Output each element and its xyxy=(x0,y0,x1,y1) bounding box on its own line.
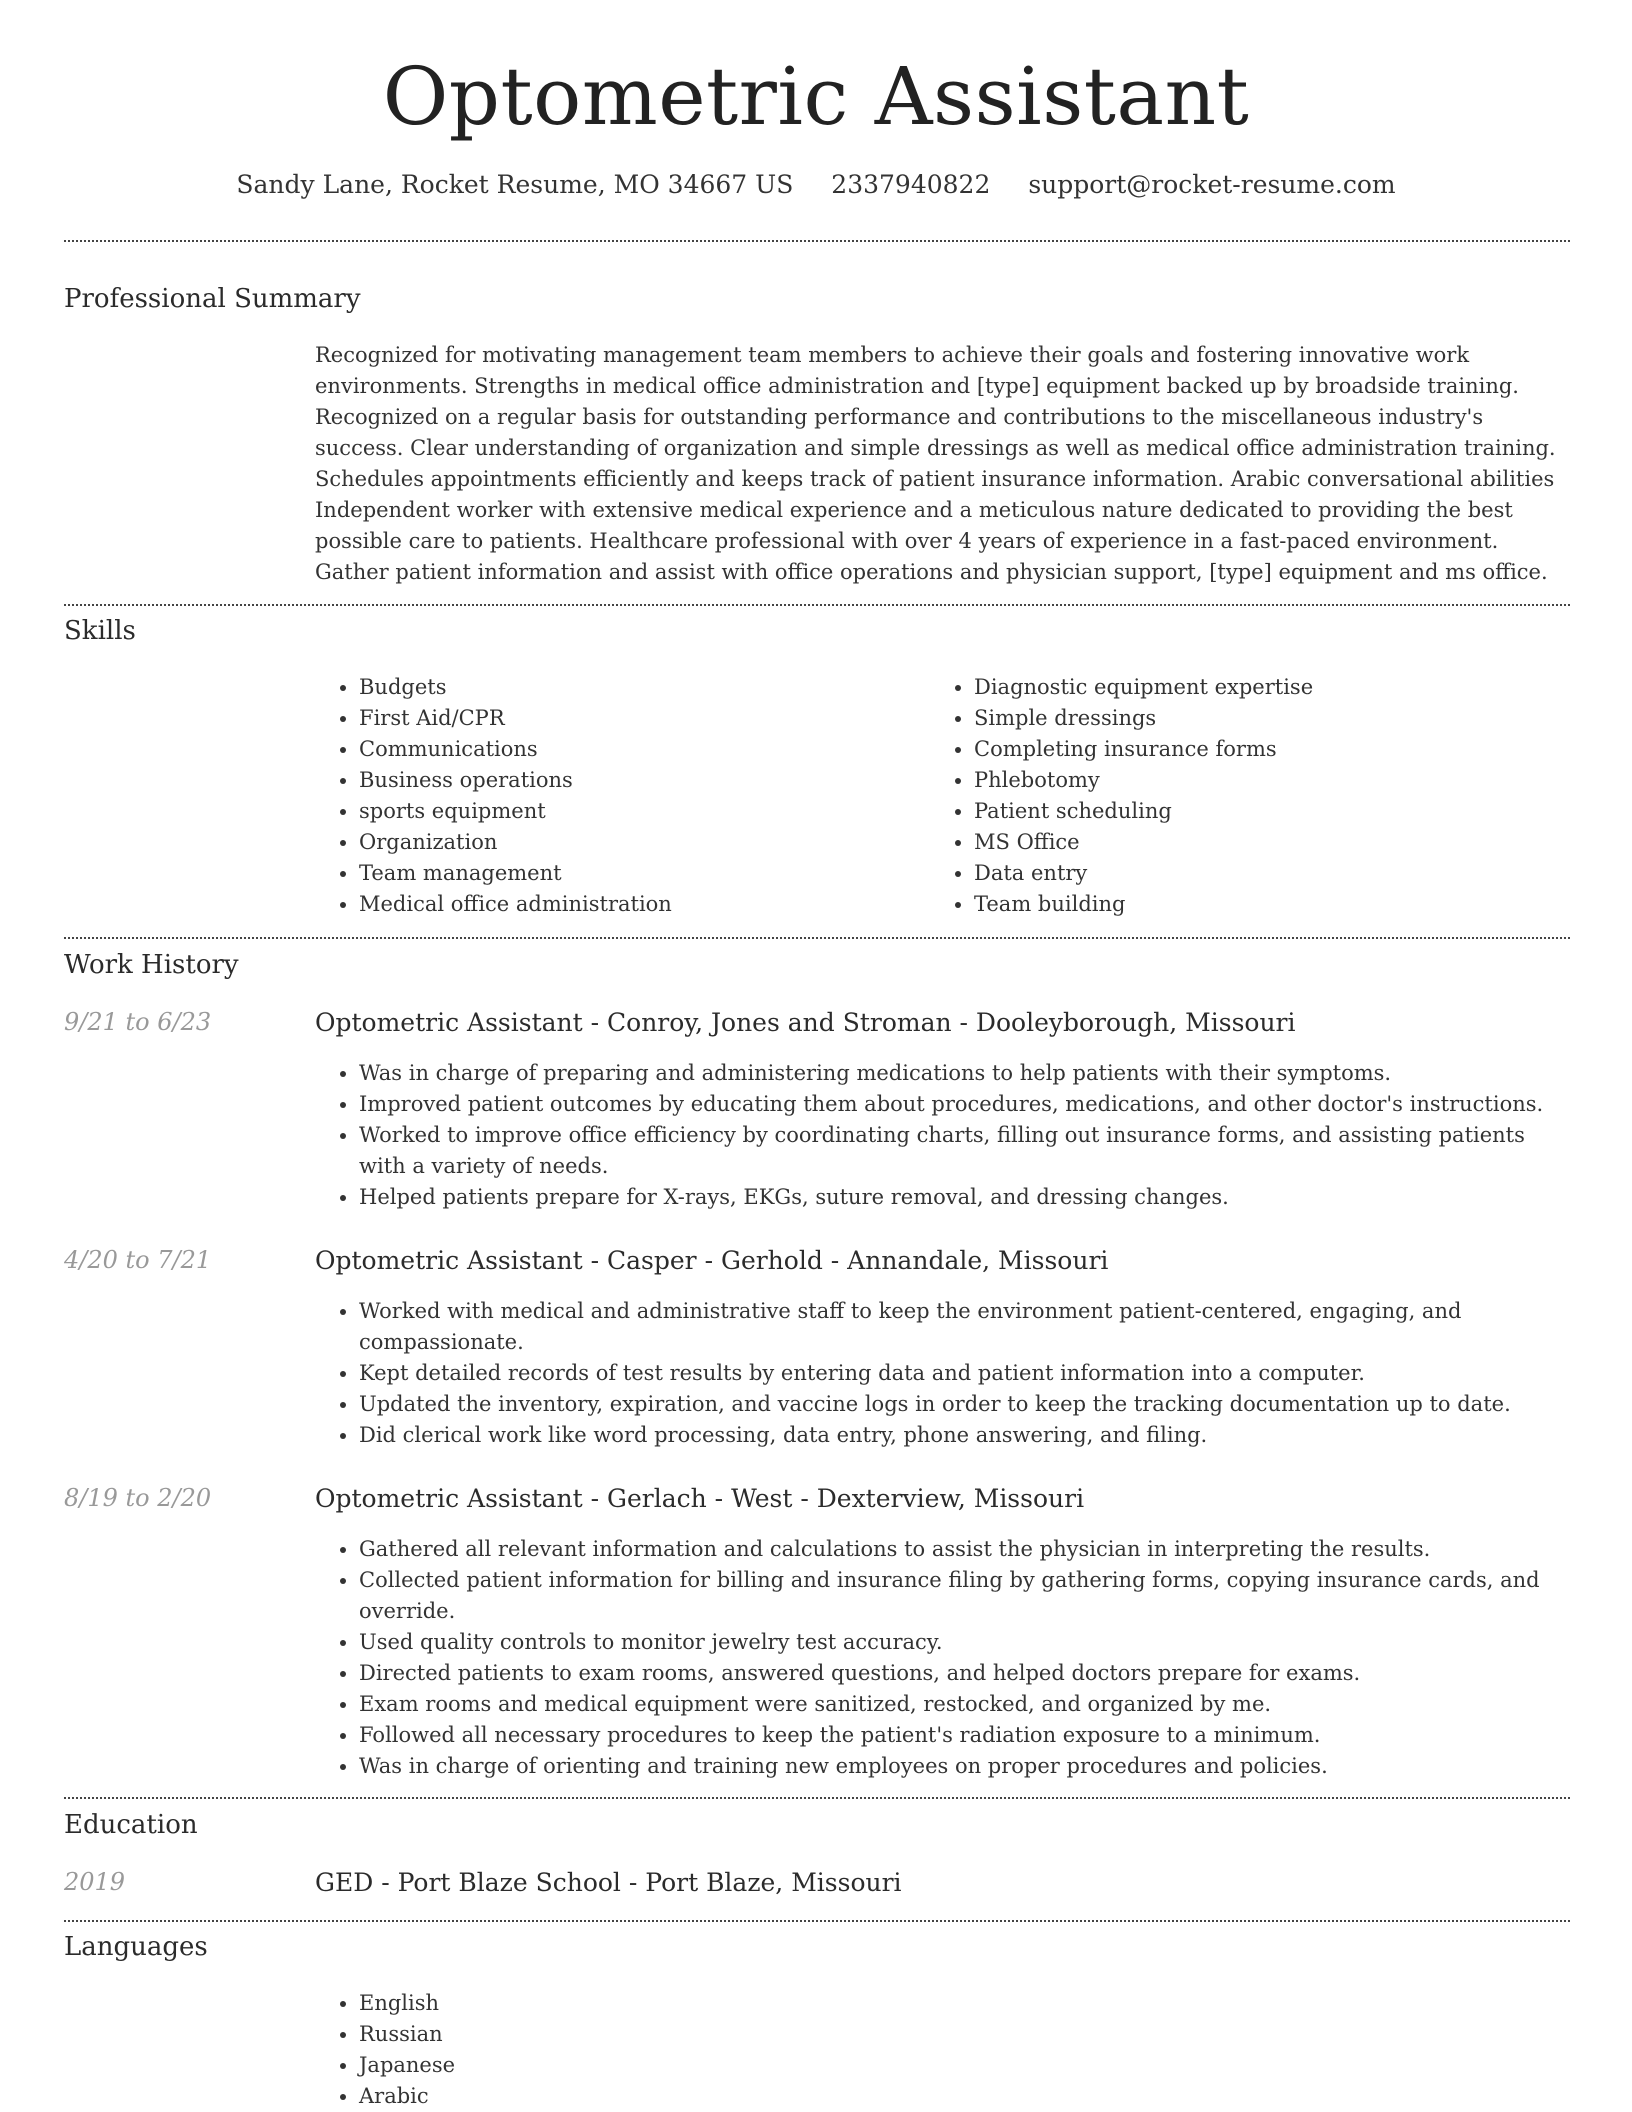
education-year: 2019 xyxy=(64,1868,126,1896)
languages-list xyxy=(315,1988,1570,2112)
job-bullet: • Collected patient information for billing and insurance filing by gathering forms, copying insurance cards, and override. xyxy=(359,1565,1570,1627)
job-bullet: • Directed patients to exam rooms, answered questions, and helped doctors prepare for exams. xyxy=(359,1658,1570,1689)
resume-title: Optometric Assistant xyxy=(382,50,1250,143)
section-divider xyxy=(64,1797,1570,1799)
skills-right-column xyxy=(930,672,1530,920)
job-title: Optometric Assistant - Gerlach - West - Dexterview, Missouri xyxy=(315,1484,1085,1513)
job-bullet: • Kept detailed records of test results by entering data and patient information into a computer. xyxy=(359,1358,1570,1389)
job-bullet: • Worked to improve office efficiency by coordinating charts, filling out insurance forms, and assisting patients with a variety of needs. xyxy=(359,1120,1570,1182)
skill-item: • MS Office xyxy=(974,827,1530,858)
language-item: • Russian xyxy=(359,2019,1570,2050)
job-bullets xyxy=(315,1296,1570,1451)
skills-left-column xyxy=(315,672,915,920)
work-history-heading: Work History xyxy=(64,950,239,980)
skill-item: • Simple dressings xyxy=(974,703,1530,734)
section-divider xyxy=(64,604,1570,606)
skills-heading: Skills xyxy=(64,616,136,646)
skill-item: • Patient scheduling xyxy=(974,796,1530,827)
job-bullet: • Was in charge of orienting and training new employees on proper procedures and policies. xyxy=(359,1751,1570,1782)
job-dates: 9/21 to 6/23 xyxy=(64,1008,212,1036)
skill-item: • Communications xyxy=(359,734,915,765)
skill-item: • Team building xyxy=(974,889,1530,920)
contact-address: Sandy Lane, Rocket Resume, MO 34667 US xyxy=(236,170,794,199)
education-entry: GED - Port Blaze School - Port Blaze, Missouri xyxy=(315,1868,902,1897)
contact-email: support@rocket-resume.com xyxy=(1028,170,1396,199)
job-bullet: • Gathered all relevant information and calculations to assist the physician in interpreting the results. xyxy=(359,1534,1570,1565)
job-bullet: • Updated the inventory, expiration, and vaccine logs in order to keep the tracking documentation up to date. xyxy=(359,1389,1570,1420)
skill-item: • Medical office administration xyxy=(359,889,915,920)
summary-text: Recognized for motivating management team members to achieve their goals and fostering innovative work environments. Strengths in medical office administration and [type] equipment backed up by broadside training. Recognized on a regular basis for outstanding performance and contributions to the miscellaneous industry's success. Clear understanding of organization and simple dressings as well as medical office administration training. Schedules appointments efficiently and keeps track of patient insurance information. Arabic conversational abilities Independent worker with extensive medical experience and a meticulous nature dedicated to providing the best possible care to patients. Healthcare professional with over 4 years of experience in a fast-paced environment. Gather patient information and assist with office operations and physician support, [type] equipment and ms office. xyxy=(315,343,1556,584)
language-item: • English xyxy=(359,1988,1570,2019)
job-title: Optometric Assistant - Casper - Gerhold - Annandale, Missouri xyxy=(315,1246,1109,1275)
job-bullet: • Followed all necessary procedures to keep the patient's radiation exposure to a minimum. xyxy=(359,1720,1570,1751)
job-bullet: • Used quality controls to monitor jewelry test accuracy. xyxy=(359,1627,1570,1658)
job-dates: 8/19 to 2/20 xyxy=(64,1484,212,1512)
skill-item: • Organization xyxy=(359,827,915,858)
skill-item: • Diagnostic equipment expertise xyxy=(974,672,1530,703)
job-bullet: • Helped patients prepare for X-rays, EKGs, suture removal, and dressing changes. xyxy=(359,1182,1570,1213)
section-divider xyxy=(64,240,1570,242)
skill-item: • Completing insurance forms xyxy=(974,734,1530,765)
skill-item: • Phlebotomy xyxy=(974,765,1530,796)
skill-item: • sports equipment xyxy=(359,796,915,827)
job-bullet: • Did clerical work like word processing, data entry, phone answering, and filing. xyxy=(359,1420,1570,1451)
summary-heading: Professional Summary xyxy=(64,284,361,314)
job-bullet: • Improved patient outcomes by educating them about procedures, medications, and other doctor's instructions. xyxy=(359,1089,1570,1120)
job-dates: 4/20 to 7/21 xyxy=(64,1246,212,1274)
contact-line xyxy=(0,170,1632,199)
language-item: • Arabic xyxy=(359,2081,1570,2112)
languages-heading: Languages xyxy=(64,1932,208,1962)
skill-item: • Team management xyxy=(359,858,915,889)
skill-item: • Data entry xyxy=(974,858,1530,889)
education-heading: Education xyxy=(64,1810,198,1840)
skill-item: • Budgets xyxy=(359,672,915,703)
job-title: Optometric Assistant - Conroy, Jones and Stroman - Dooleyborough, Missouri xyxy=(315,1008,1296,1037)
section-divider xyxy=(64,937,1570,939)
job-bullet: • Worked with medical and administrative staff to keep the environment patient-centered, engaging, and compassionate. xyxy=(359,1296,1570,1358)
job-bullet: • Was in charge of preparing and administering medications to help patients with their symptoms. xyxy=(359,1058,1570,1089)
job-bullet: • Exam rooms and medical equipment were sanitized, restocked, and organized by me. xyxy=(359,1689,1570,1720)
job-bullets xyxy=(315,1058,1570,1213)
skill-item: • Business operations xyxy=(359,765,915,796)
job-bullets xyxy=(315,1534,1570,1782)
section-divider xyxy=(64,1920,1570,1922)
skill-item: • First Aid/CPR xyxy=(359,703,915,734)
language-item: • Japanese xyxy=(359,2050,1570,2081)
contact-phone: 2337940822 xyxy=(831,170,991,199)
